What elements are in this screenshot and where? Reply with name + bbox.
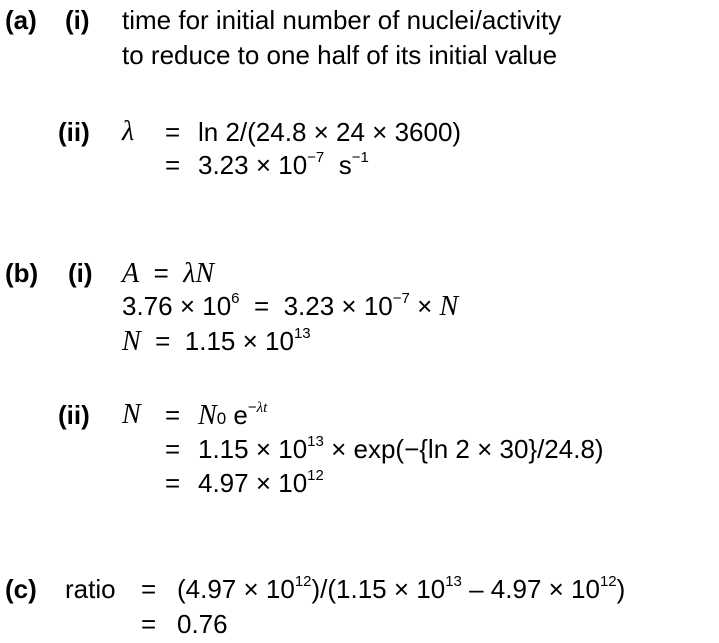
b-i-l1-equals: =	[153, 258, 169, 288]
b-ii-l2-equals: =	[165, 434, 181, 464]
label-part-b-i: (i)	[68, 258, 93, 288]
b-ii-line3	[198, 468, 324, 498]
b-ii-N: N	[122, 399, 141, 430]
b-i-A: A	[122, 258, 140, 289]
a-ii-eq1-rhs: ln 2/(24.8 × 24 × 3600)	[198, 117, 462, 147]
c-eq1-equals: =	[141, 574, 157, 604]
b-i-line2	[122, 291, 458, 322]
c-p3: – 4.97 × 10	[469, 574, 600, 604]
a-ii-eq2-equals: =	[165, 150, 181, 180]
b-ii-exponent	[248, 399, 267, 416]
c-p3-exponent: 12	[599, 573, 617, 591]
b-i-l2-times: ×	[417, 291, 433, 321]
b-i-l3-mantissa: 1.15 × 10	[184, 326, 294, 356]
b-i-l2-N: N	[439, 291, 459, 322]
c-p2-exponent: 13	[445, 573, 462, 591]
c-eq2-equals: =	[141, 609, 157, 639]
c-p2: )/(1.15 × 10	[311, 574, 446, 604]
b-ii-l3-exponent: 12	[307, 467, 324, 485]
b-i-l3-exponent: 13	[293, 325, 311, 343]
b-i-l3-N: N	[122, 326, 141, 357]
a-ii-eq2-unit: s	[338, 150, 352, 180]
c-ratio-word: ratio	[65, 574, 116, 604]
b-ii-l2-exponent: 13	[307, 433, 324, 451]
a-ii-eq2-exponent: −7	[307, 149, 325, 167]
b-ii-l3-mantissa: 4.97 × 10	[198, 468, 308, 498]
b-ii-N0-subscript: 0	[216, 409, 227, 428]
label-part-b-ii: (ii)	[58, 400, 90, 430]
b-ii-l3-equals: =	[165, 468, 181, 498]
b-ii-exponent-t: t	[263, 400, 268, 417]
c-ratio-expression	[177, 574, 625, 604]
a-ii-eq2-mantissa: 3.23 × 10	[198, 150, 308, 180]
b-i-lambda: λ	[183, 258, 196, 289]
b-i-l2-rhs-exponent: −7	[392, 290, 410, 308]
b-i-l2-rhs: 3.23 × 10	[283, 291, 393, 321]
b-ii-e: e	[233, 400, 248, 430]
b-i-N: N	[195, 258, 215, 289]
c-result: 0.76	[177, 609, 228, 639]
b-i-l2-equals: =	[253, 291, 270, 321]
label-part-a: (a)	[5, 5, 37, 35]
a-i-line1: time for initial number of nuclei/activity	[122, 5, 562, 35]
b-i-l2-mantissa: 3.76 × 10	[122, 291, 232, 321]
b-ii-l1-equals: =	[165, 400, 181, 430]
label-part-a-i: (i)	[65, 5, 90, 35]
b-ii-l1-rhs	[198, 400, 267, 431]
a-i-line2: to reduce to one half of its initial value	[122, 40, 558, 70]
b-ii-exponent-lambda: λ	[256, 400, 264, 417]
c-p1: (4.97 × 10	[177, 574, 295, 604]
a-ii-eq1-equals: =	[165, 117, 181, 147]
b-ii-line2	[198, 434, 604, 464]
label-part-a-ii: (ii)	[58, 117, 90, 147]
a-ii-lambda: λ	[122, 116, 135, 147]
label-part-b: (b)	[5, 258, 39, 288]
c-p1-exponent: 12	[294, 573, 312, 591]
b-i-line1	[122, 258, 214, 289]
a-ii-eq2-unit-exponent: −1	[351, 149, 369, 167]
c-p4: )	[616, 574, 626, 604]
b-ii-exponent-minus: −	[247, 399, 257, 417]
a-ii-eq2	[198, 150, 369, 180]
b-i-l3-equals: =	[155, 326, 171, 356]
b-i-line3	[122, 326, 311, 357]
b-i-l2-exponent: 6	[231, 290, 240, 308]
b-ii-l2-mantissa: 1.15 × 10	[198, 434, 308, 464]
b-ii-l2-rest: × exp(−{ln 2 × 30}/24.8)	[331, 434, 604, 464]
b-ii-N0: N	[198, 400, 217, 431]
label-part-c: (c)	[5, 574, 37, 604]
